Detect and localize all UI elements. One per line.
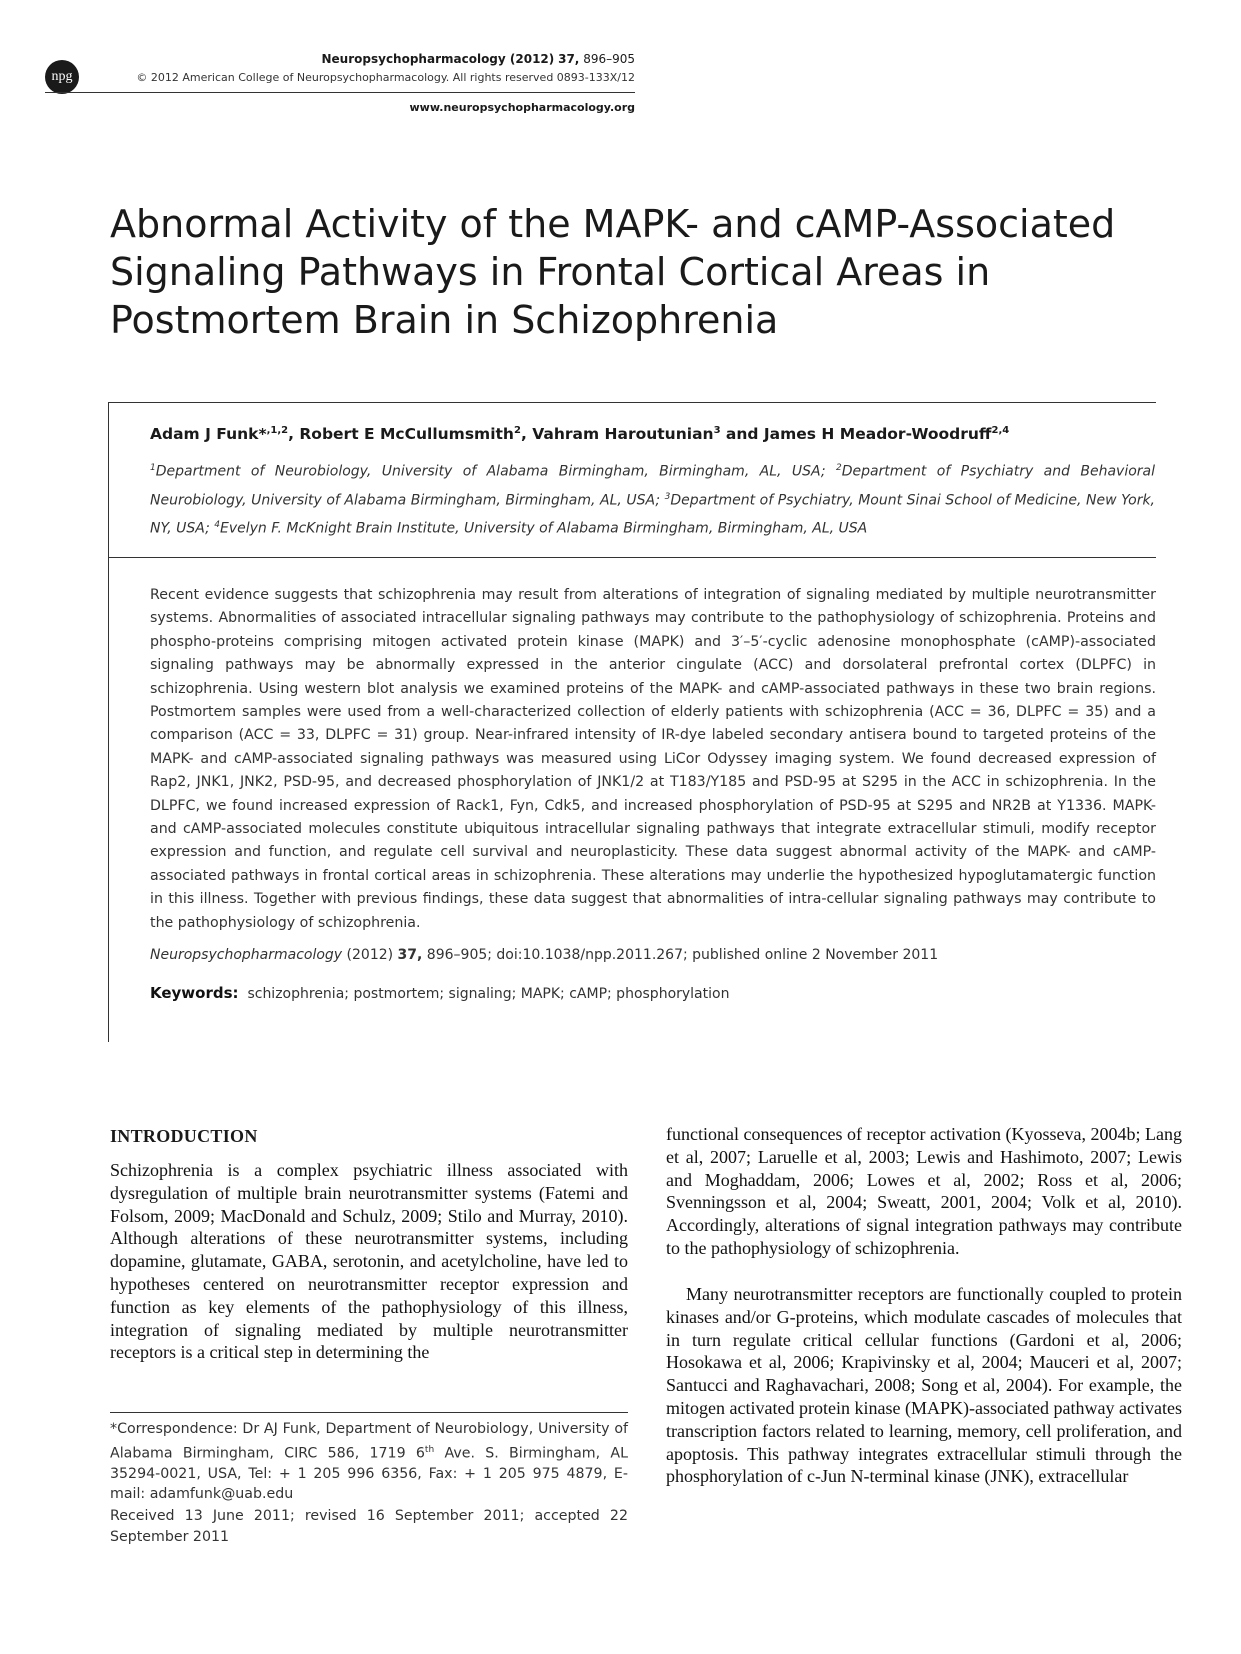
author-name: , Robert E McCullumsmith (288, 425, 514, 444)
abstract-box-divider (108, 557, 1156, 558)
affiliations (150, 456, 1155, 542)
author-affil-sup: 3 (713, 425, 721, 436)
author-affil-sup: 2 (513, 425, 521, 436)
correspondence-text-cont: Ave. S. Birmingham, AL 35294-0021, USA, Tel: + 1 205 996 6356, Fax: + 1 205 975 4879, E-mail: adamfunk@uab.edu (110, 1445, 628, 1503)
copyright-line: © 2012 American College of Neuropsychopharmacology. All rights reserved 0893-133X/12 (136, 71, 635, 84)
correspondence-text: *Correspondence: Dr AJ Funk, Department of Neurobiology, University of Alabama Birmingham, CIRC 586, 1719 6 (110, 1421, 628, 1462)
abstract-box-left-rule (108, 402, 109, 1042)
affil-number: 4 (214, 520, 220, 531)
intro-paragraph-2: functional consequences of receptor activation (Kyosseva, 2004b; Lang et al, 2007; Laruelle et al, 2003; Lewis and Hashimoto, 2007; Lewis and Moghaddam, 2006; Lowes et al, 2002; Ross et al, 2006; Svenningsson et al, 2004; Sweatt, 2001, 2004; Volk et al, 2010). Accordingly, alterations of signal integration pathways may contribute to the pathophysiology of schizophrenia. (666, 1124, 1182, 1258)
keywords (150, 984, 729, 1002)
footnote-rule (110, 1412, 628, 1413)
citation-volume: 37, (397, 947, 423, 963)
abstract-box-top-rule (108, 402, 1156, 403)
npg-logo: npg (45, 60, 79, 94)
affil-text: Evelyn F. McKnight Brain Institute, University of Alabama Birmingham, Birmingham, AL, USA (220, 520, 868, 537)
author-name: , Vahram Haroutunian (520, 425, 714, 444)
journal-pages: 896–905 (583, 52, 635, 66)
author-affil-sup: ,1,2 (266, 425, 289, 436)
keywords-text: schizophrenia; postmortem; signaling; MAPK; cAMP; phosphorylation (238, 986, 730, 1002)
affil-number: 2 (835, 463, 842, 473)
affil-text: Department of Neurobiology, University of Alabama Birmingham, Birmingham, AL, USA; (155, 463, 836, 480)
affil-number: 1 (150, 463, 156, 473)
ordinal-sup: th (424, 1444, 435, 1455)
intro-paragraph-1: Schizophrenia is a complex psychiatric illness associated with dysregulation of multiple brain neurotransmitter systems (Fatemi and Folsom, 2009; MacDonald and Schulz, 2009; Stilo and Murray, 2010). Although alterations of these neurotransmitter systems, including dopamine, glutamate, GABA, serotonin, and acetylcholine, have led to hypotheses centered on neurotransmitter receptor expression and function as key elements of the pathophysiology of this illness, integration of signaling mediated by multiple neurotransmitter receptors is a critical step in determining the (110, 1160, 628, 1363)
correspondence-footnote (110, 1419, 628, 1505)
header-rule (45, 92, 635, 93)
received-dates: Received 13 June 2011; revised 16 September 2011; accepted 22 September 2011 (110, 1508, 628, 1545)
citation-line (150, 947, 938, 963)
author-name: Adam J Funk* (150, 425, 267, 444)
section-heading-introduction: INTRODUCTION (110, 1126, 258, 1146)
affil-number: 3 (664, 491, 671, 502)
author-list (150, 425, 1009, 443)
affil-text: Department of Psychiatry and Behavioral Neurobiology, University of Alabama Birmingham, Birmingham, AL, USA; (150, 463, 1156, 509)
author-affil-sup: 2,4 (991, 425, 1010, 436)
journal-volume: 37, (558, 52, 580, 66)
keywords-label: Keywords: (150, 984, 239, 1002)
citation-details: 896–905; doi:10.1038/npp.2011.267; published online 2 November 2011 (422, 947, 939, 963)
abstract-text: Recent evidence suggests that schizophrenia may result from alterations of integration of signaling mediated by multiple neurotransmitter systems. Abnormalities of associated intracellular signaling pathways may contribute to the pathophysiology of schizophrenia. Proteins and phospho-proteins comprising mitogen activated protein kinase (MAPK) and 3′–5′-cyclic adenosine monophosphate (cAMP)-associated signaling pathways may be abnormally expressed in the anterior cingulate (ACC) and dorsolateral prefrontal cortex (DLPFC) in schizophrenia. Using western blot analysis we examined proteins of the MAPK- and cAMP-associated pathways in these two brain regions. Postmortem samples were used from a well-characterized collection of elderly patients with schizophrenia (ACC = 36, DLPFC = 35) and a comparison (ACC = 33, DLPFC = 31) group. Near-infrared intensity of IR-dye labeled secondary antisera bound to targeted proteins of the MAPK- and cAMP-associated signaling pathways was measured using LiCor Odyssey imaging system. We found decreased expression of Rap2, JNK1, JNK2, PSD-95, and decreased phosphorylation of JNK1/2 at T183/Y185 and PSD-95 at S295 in the ACC in schizophrenia. In the DLPFC, we found increased expression of Rack1, Fyn, Cdk5, and increased phosphorylation of PSD-95 at S295 and NR2B at Y1336. MAPK- and cAMP-associated molecules constitute ubiquitous intracellular signaling pathways that integrate extracellular stimuli, modify receptor expression and function, and regulate cell survival and neuroplasticity. These data suggest abnormal activity of the MAPK- and cAMP-associated pathways in frontal cortical areas in schizophrenia. These alterations may underlie the hypothesized hypoglutamatergic function in this illness. Together with previous findings, these data suggest that abnormalities of intra-cellular signaling pathways may contribute to the pathophysiology of schizophrenia. (150, 587, 1156, 931)
journal-url[interactable]: www.neuropsychopharmacology.org (409, 101, 635, 114)
journal-name: Neuropsychopharmacology (2012) (321, 52, 555, 66)
citation-year: (2012) (342, 947, 398, 963)
affil-text: Department of Psychiatry, Mount Sinai School of Medicine, New York, NY, USA; (150, 492, 1156, 537)
article-title: Abnormal Activity of the MAPK- and cAMP-Associated Signaling Pathways in Frontal Cortical Areas in Postmortem Brain in Schizophrenia (110, 202, 1116, 342)
author-name: and James H Meador-Woodruff (720, 425, 992, 444)
journal-header (322, 52, 636, 66)
intro-paragraph-3: Many neurotransmitter receptors are functionally coupled to protein kinases and/or G-proteins, which modulate cascades of molecules that in turn regulate critical cellular functions (Gardoni et al, 2006; Hosokawa et al, 2006; Krapivinsky et al, 2004; Mauceri et al, 2007; Santucci and Raghavachari, 2008; Song et al, 2004). For example, the mitogen activated protein kinase (MAPK)-associated pathway activates transcription factors related to learning, memory, cell proliferation, and apoptosis. This pathway integrates extracellular stimuli through the phosphorylation of c-Jun N-terminal kinase (JNK), extracellular (666, 1284, 1182, 1487)
citation-journal: Neuropsychopharmacology (150, 947, 343, 963)
